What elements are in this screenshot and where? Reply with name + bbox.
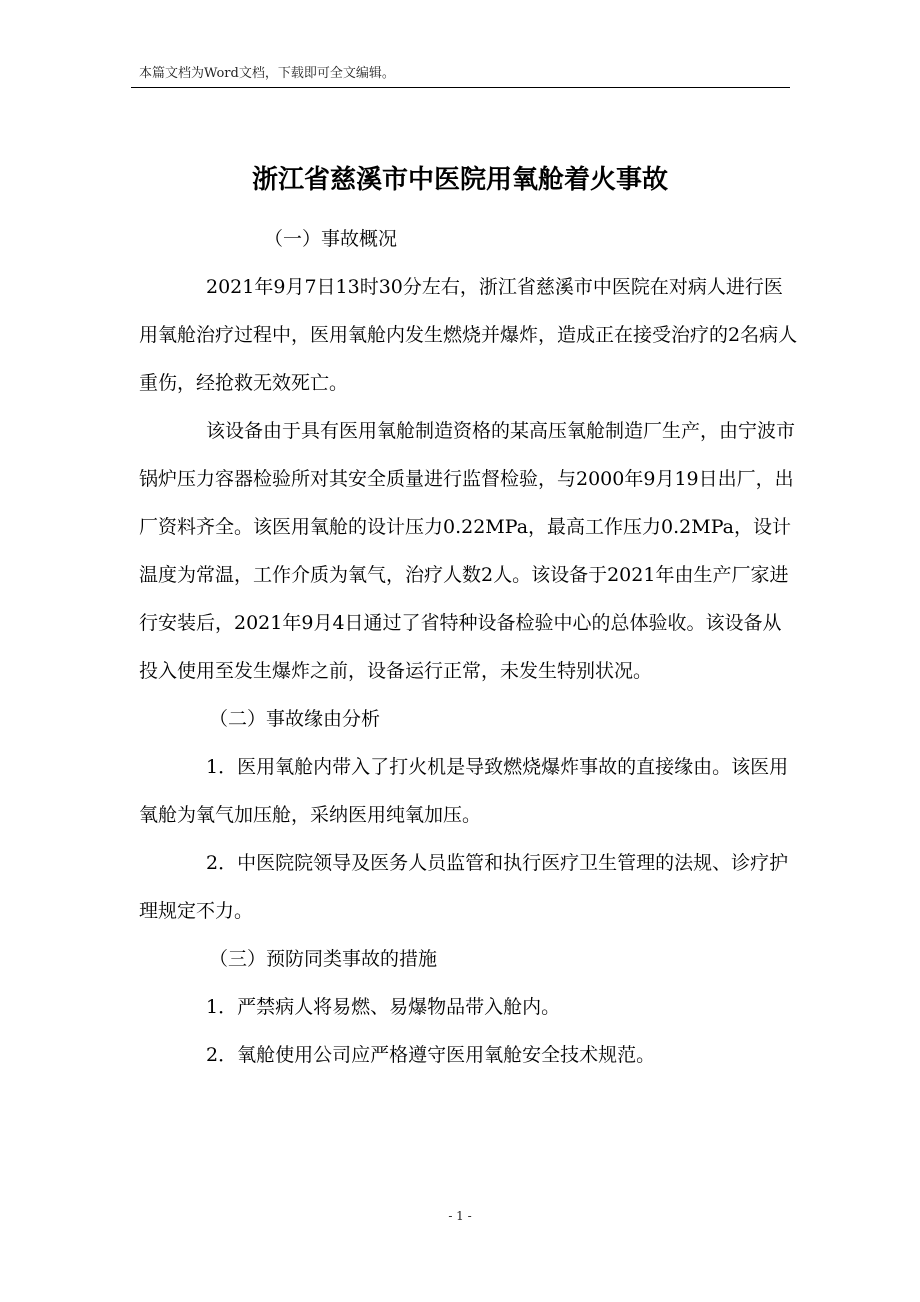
list-item-prevention-2: 2．氧舱使用公司应严格遵守医用氧舱安全技术规范。 (206, 1044, 656, 1066)
paragraph-accident-summary: 2021年9月7日13时30分左右，浙江省慈溪市中医院在对病人进行医用氧舱治疗过程中，医用氧舱内发生燃烧并爆炸，造成正在接受治疗的2名病人重伤，经抢救无效死亡。 (139, 276, 798, 394)
section-heading-prevention: （三）预防同类事故的措施 (209, 948, 438, 970)
list-item-prevention-1: 1．严禁病人将易燃、易爆物品带入舱内。 (206, 996, 561, 1018)
paragraph-equipment-details: 该设备由于具有医用氧舱制造资格的某高压氧舱制造厂生产，由宁波市锅炉压力容器检验所对其安全质量进行监督检验，与2000年9月19日出厂，出厂资料齐全。该医用氧舱的设计压力0.22MPa，最高工作压力0.2MPa，设计温度为常温，工作介质为氧气，治疗人数2人。该设备于2021年由生产厂家进行安装后，2021年9月4日通过了省特种设备检验中心的总体验收。该设备从投入使用至发生爆炸之前，设备运行正常，未发生特别状况。 (139, 420, 796, 682)
header-note: 本篇文档为Word文档，下载即可全文编辑。 (139, 66, 395, 81)
section-heading-cause-analysis: （二）事故缘由分析 (209, 708, 381, 730)
section-heading-overview: （一）事故概况 (264, 228, 398, 250)
list-item-cause-2: 2．中医院院领导及医务人员监管和执行医疗卫生管理的法规、诊疗护理规定不力。 (139, 852, 789, 922)
page-number: - 1 - (448, 1209, 472, 1223)
document-body (139, 215, 799, 1079)
document-title: 浙江省慈溪市中医院用氧舱着火事故 (251, 165, 668, 196)
list-item-cause-1: 1．医用氧舱内带入了打火机是导致燃烧爆炸事故的直接缘由。该医用氧舱为氧气加压舱，采纳医用纯氧加压。 (139, 756, 789, 826)
header-divider (131, 87, 790, 88)
